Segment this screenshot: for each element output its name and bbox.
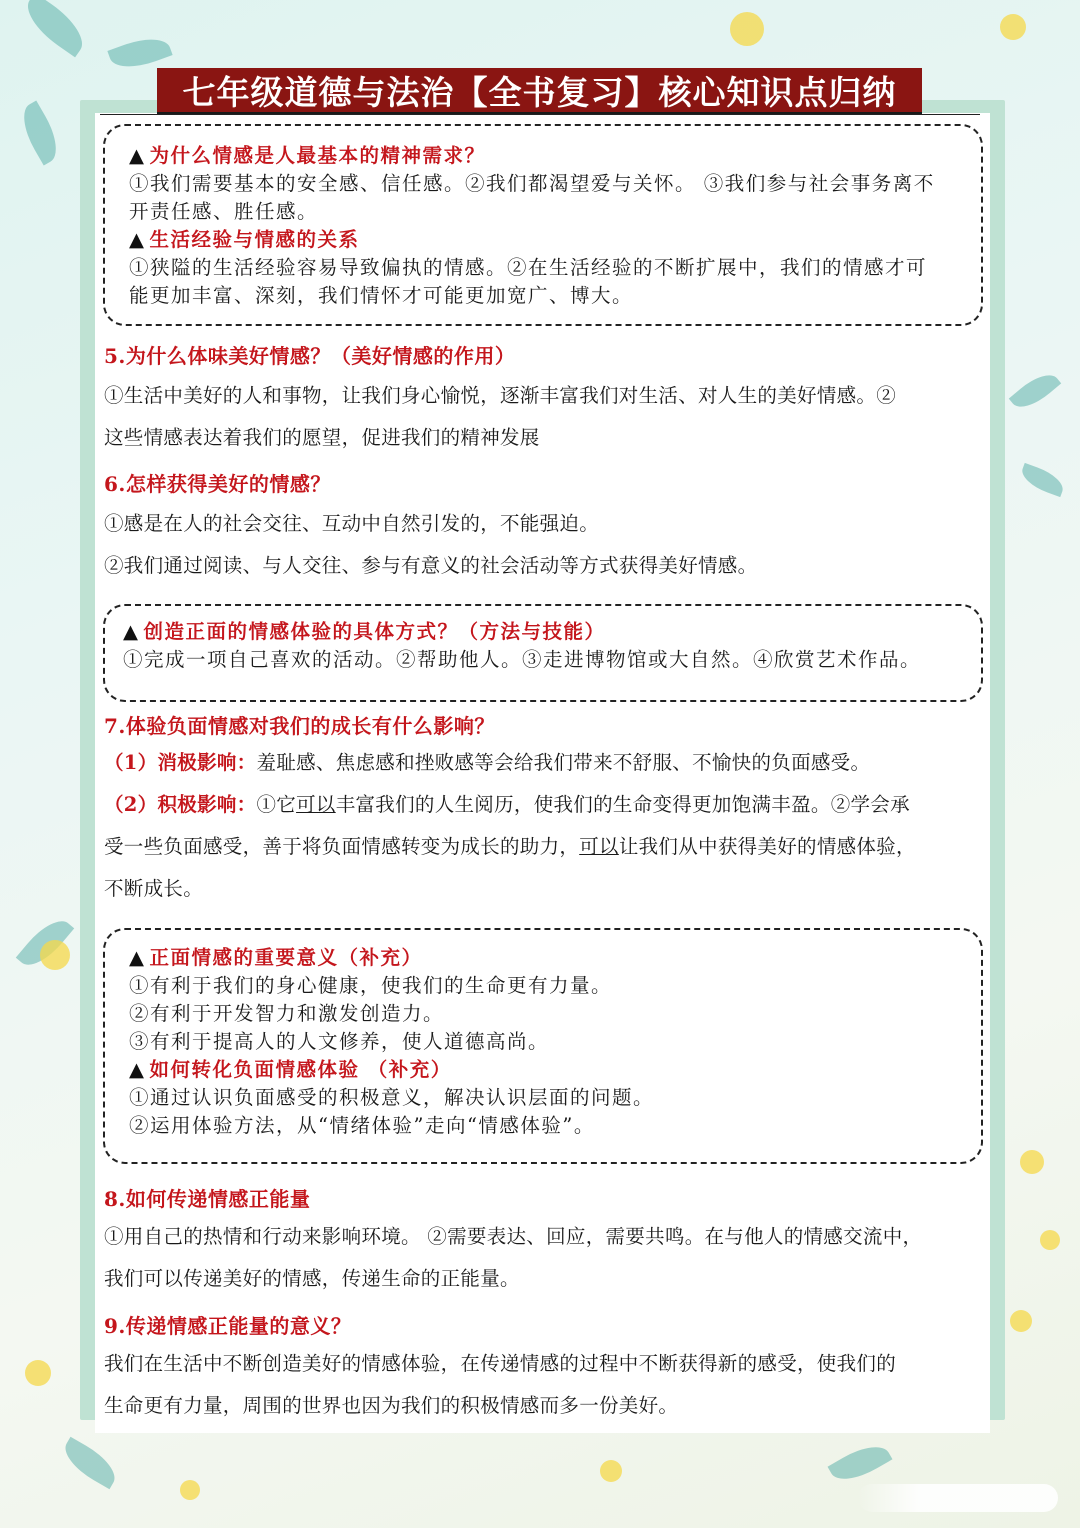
leaf-decoration: [1018, 463, 1067, 497]
flower-decoration: [40, 940, 70, 970]
triangle-bullet-icon: ▲: [129, 144, 146, 167]
page-title: 七年级道德与法治【全书复习】核心知识点归纳: [157, 68, 922, 115]
section-6-text: ①感是在人的社会交往、互动中自然引发的，不能强迫。 ②我们通过阅读、与人交往、参与有意义的社会活动等方式获得美好情感。: [104, 512, 758, 577]
box-line: ③有利于提高人的人文修养，使人道德高尚。: [129, 1030, 550, 1053]
watermark: [858, 1484, 1058, 1512]
flower-decoration: [1000, 14, 1026, 40]
section-heading-5: 5.为什么体味美好情感？（美好情感的作用）: [104, 344, 516, 368]
section-8-text: ①用自己的热情和行动来影响环境。 ②需要表达、回应，需要共鸣。在与他人的情感交流中， 我们可以传递美好的情感，传递生命的正能量。: [104, 1225, 923, 1290]
info-box-emotion-needs: [103, 124, 983, 326]
box-heading: ▲ 创造正面的情感体验的具体方式？（方法与技能）: [123, 620, 606, 643]
box-heading: ▲ 正面情感的重要意义（补充）: [129, 946, 423, 969]
box-line: ①有利于我们的身心健康，使我们的生命更有力量。: [129, 974, 613, 997]
flower-decoration: [600, 1460, 622, 1482]
section-5-text: ①生活中美好的人和事物，让我们身心愉悦，逐渐丰富我们对生活、对人生的美好情感。② 这些情感表达着我们的愿望，促进我们的精神发展: [104, 384, 897, 449]
leaf-decoration: [828, 1437, 893, 1490]
box-line: ①通过认识负面感受的积极意义，解决认识层面的问题。: [129, 1086, 655, 1109]
triangle-bullet-icon: ▲: [129, 946, 146, 969]
leaf-decoration: [14, 101, 67, 166]
flower-decoration: [25, 1360, 51, 1386]
box-line: ②运用体验方法，从“情绪体验”走向“情感体验”。: [129, 1114, 595, 1137]
leaf-decoration: [58, 1437, 123, 1490]
box-heading: ▲ 如何转化负面情感体验 （补充）: [129, 1058, 452, 1081]
triangle-bullet-icon: ▲: [129, 228, 146, 251]
triangle-bullet-icon: ▲: [129, 1058, 146, 1081]
section-9-text: 我们在生活中不断创造美好的情感体验，在传递情感的过程中不断获得新的感受，使我们的 生命更有力量，周围的世界也因为我们的积极情感而多一份美好。: [104, 1352, 897, 1417]
flower-decoration: [730, 12, 764, 46]
box-heading: ▲ 为什么情感是人最基本的精神需求？: [129, 144, 486, 167]
box-heading: ▲ 生活经验与情感的关系: [129, 228, 360, 251]
flower-decoration: [1040, 1230, 1060, 1250]
flower-decoration: [180, 1480, 200, 1500]
flower-decoration: [1020, 1150, 1044, 1174]
flower-decoration: [1010, 1310, 1032, 1332]
leaf-decoration: [1009, 367, 1061, 416]
box-line: 能更加丰富、深刻，我们情怀才可能更加宽广、博大。: [129, 284, 634, 307]
box-line: ②有利于开发智力和激发创造力。: [129, 1002, 445, 1025]
section-heading-7: 7.体验负面情感对我们的成长有什么影响？: [104, 714, 495, 738]
info-box-positive-methods: [103, 604, 983, 702]
box-line: ①我们需要基本的安全感、信任感。②我们都渴望爱与关怀。 ③我们参与社会事务离不: [129, 172, 935, 195]
section-heading-8: 8.如何传递情感正能量: [104, 1187, 311, 1211]
section-7-text: （1）消极影响：羞耻感、焦虑感和挫败感等会给我们带来不舒服、不愉快的负面感受。 （2）积极影响：①它可以丰富我们的人生阅历，使我们的生命变得更加饱满丰盈。②学会承 受一些负面感受，善于将负面情感转变为成长的助力，可以让我们从中获得美好的情感体验， 不断成长。: [104, 751, 916, 900]
section-heading-9: 9.传递情感正能量的意义？: [104, 1314, 352, 1338]
section-heading-6: 6.怎样获得美好的情感？: [104, 472, 331, 496]
title-underline: [100, 114, 980, 115]
negative-impact-label: （1）消极影响：: [104, 751, 257, 774]
leaf-decoration: [18, 0, 93, 57]
positive-impact-label: （2）积极影响：: [104, 793, 257, 816]
triangle-bullet-icon: ▲: [123, 620, 140, 643]
box-line: ①完成一项自己喜欢的活动。②帮助他人。③走进博物馆或大自然。④欣赏艺术作品。: [123, 648, 922, 671]
box-line: ①狭隘的生活经验容易导致偏执的情感。②在生活经验的不断扩展中，我们的情感才可: [129, 256, 928, 279]
box-line: 开责任感、胜任感。: [129, 200, 319, 223]
info-box-supplement: [103, 928, 983, 1164]
